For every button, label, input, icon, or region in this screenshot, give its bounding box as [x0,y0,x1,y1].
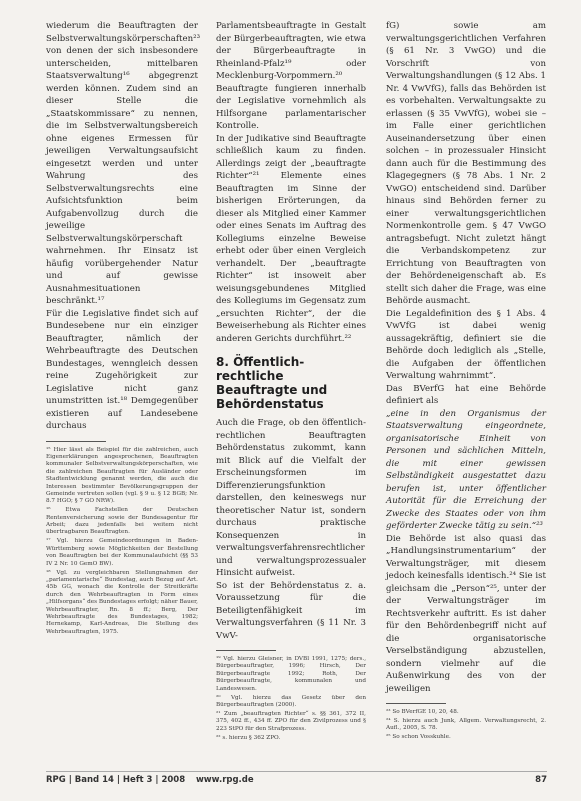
body-paragraph: Für die Legislative findet sich auf Bundesebene nur ein einziger Beauftragter, nämlich der Wehrbeauftragte des Deutschen Bundestages, wenngleich dessen reine Zugehörigkeit zur Legislative nicht ganz unumstritten ist.¹⁸ Demgegenüber existieren auf Landesebene durchaus [46,308,198,431]
page-number: 87 [535,775,547,785]
body-paragraph: Die Behörde ist also quasi das „Handlungsinstrumentarium“ der Verwaltungsträger, mit diesem jedoch keinesfalls identisch.²⁴ Sie ist gleichsam die „Person“²⁵, unter der der Verwaltungsträger im Rechtsverkehr auftritt. Es ist daher für den Behördenbegriff nicht auf die organisatorische Verselbständigung abzustellen, sondern vielmehr auf die Außenwirkung des von der jeweiligen [386,533,546,694]
body-paragraph: Die Legaldefinition des § 1 Abs. 4 VwVfG ist dabei wenig aussagekräftig, definiert sie die Behörde doch lediglich als „Stelle, die Aufgaben der öffentlichen Verwaltung wahrnimmt“. [386,308,546,381]
block-quote: „eine in den Organismus der Staatsverwaltung eingeordnete, organisatorische Einheit von Personen und sächlichen Mitteln, die mit einer gewissen Selbständigkeit ausgestattet dazu berufen ist, unter öffentlicher Autorität für die Erreichung der Zwecke des Staates oder von ihm geförderter Zwecke tätig zu sein.“²³ [386,408,546,531]
footnote: ²² s. hierzu § 362 ZPO. [216,734,281,741]
body-paragraph: fG) sowie am verwaltungsgerichtlichen Verfahren (§ 61 Nr. 3 VwGO) und die Vorschrift von Verwaltungshandlungen (§ 12 Abs. 1 Nr. 4 VwVfG), falls das Behörden ist es vorbehalten. Verwaltungsakte zu erlassen (§ 35 VwVfG), wobei sie – im Falle einer gerichtlichen Auseinandersetzung über einen solchen – in prozessualer Hinsicht dann auch für die Bestimmung des Klagegegners (§ 78 Abs. 1 Nr. 2 VwGO) entscheidend sind. Darüber hinaus sind Behörden ferner zu einer verwaltungsgerichtlichen Normenkontrolle gem. § 47 VwGO antragsbefugt. Nicht zuletzt hängt die Verbandskompetenz zur Errichtung von Beauftragten von der Behördeneigenschaft ab. Es stellt sich daher die Frage, was eine Behörde ausmacht. [386,21,546,306]
body-paragraph: Parlamentsbeauftragte in Gestalt der Bürgerbeauftragten, wie etwa der Bürgerbeauftragte in Rheinland-Pfalz¹⁹ oder Mecklenburg-Vorpommern.²⁰ Beauftragte fungieren innerhalb der Legislative vornehmlich als Hilfsorgane parlamentarischer Kontrolle. [216,21,366,131]
footnote: ¹⁷ Vgl. hierzu Gemeindeordnungen in Baden-Württemberg sowie Möglichkeiten der Bestellung von Beauftragten bei der Kommunalaufsicht (§§ 53 IV 2 Nr. 10 GemO BW). [46,538,198,567]
footnote: ¹⁵ Hier lässt als Beispiel für die zahlreichen, auch Eigenerklärungen angesprochenen, Beauftragten kommunaler Selbstverwaltungskörperschaften, wie die zahlreichen Beauftragten für Ausländer oder Stadtentwicklung genannt werden, die auch die Interessen bestimmter Bevölkerungsgruppen der Gemeinde vertreten sollen (vgl. § 9 u. § 12 BGB; Nr. 8.7 HGO; § 7 GO NRW). [46,446,198,505]
footnote: ¹⁶ Etwa Fachstellen der Deutschen Rentenversicherung sowie der Bundesagentur für Arbeit; dazu jedenfalls bei weitem nicht übertragbaren Beauftragten. [46,507,198,536]
footer-issue-text: RPG | Band 14 | Heft 3 | 2008 [46,775,186,785]
footnote: ²⁰ Vgl. hierzu das Gesetz über den Bürgerbeauftragten (2000). [216,694,366,708]
footer-issue [46,775,254,785]
footnote: ²¹ Zum „beauftragten Richter“ s. §§ 361, 372 II, 375, 402 ff., 434 ff. ZPO für den Zivilprozess und § 223 StPO für den Strafprozess. [216,710,366,732]
body-paragraph: So ist der Behördenstatus z. a. Voraussetzung für die Beteiligtenfähigkeit im Verwaltungsverfahren (§ 11 Nr. 3 VwV- [216,580,366,641]
footnote-rule [216,650,276,651]
footnote-rule [46,441,106,442]
page-footer [46,771,547,785]
body-paragraph: Auch die Frage, ob den öffentlich-rechtlichen Beauftragten Behördenstatus zukommt, kann mit Blick auf die Vielfalt der Erscheinungsformen im Differenzierungsfunktion darstellen, den keineswegs nur theoretischer Natur ist, sondern durchaus praktische Konsequenzen in verwaltungsverfahrensrechtlicher und verwaltungsprozessualer Hinsicht aufweist. [216,418,366,578]
footer-url[interactable]: www.rpg.de [195,775,254,785]
left-column [46,20,201,638]
section-heading: 8. Öffentlich-rechtliche Beauftragte und Behördenstatus [216,355,328,411]
body-paragraph: wiederum die Beauftragten der Selbstverwaltungskörperschaften²³ von denen der sich insbesondere unterscheiden, mittelbaren Staatsverwaltung¹⁶ abgegrenzt werden können. Zudem sind an dieser Stelle die „Staatskommissare“ zu nennen, die im Selbstverwaltungsbereich ohne eigenes Ermessen für jeweiligen Verwaltungsaufsicht eingesetzt werden und unter Wahrung des Selbstverwaltungsrechts eine Aufsichtsfunktion beim Aufgabenvollzug durch die jeweilige Selbstverwaltungskörperschaft wahrnehmen. Ihr Einsatz ist häufig vorübergehender Natur und auf gewisse Ausnahmesituationen beschränkt.¹⁷ [46,21,201,306]
footnote: ²³ So BVerfGE 10, 20, 48. [386,709,459,715]
middle-column [216,20,366,743]
footnote: ²⁵ So schon Vosskuhle. [386,734,451,741]
body-paragraph: Das BVerfG hat eine Behörde definiert als [386,383,546,406]
body-paragraph: In der Judikative sind Beauftragte schließlich kaum zu finden. Allerdings zeigt der „beauftragte Richter“²¹ Elemente eines Beauftragten im Sinne der bisherigen Erörterungen, da dieser als Mitglied einer Kammer oder eines Senats im Auftrag des Kollegiums einzelne Beweise erhebt oder über einen Vergleich verhandelt. Der „beauftragte Richter“ ist insoweit aber weisungsgebundenes Mitglied des Kollegiums im Gegensatz zum „ersuchten Richter“, der die Beweiserhebung als Richter eines anderen Gerichts durchführt.²² [216,133,366,344]
footnote: ¹⁹ Vgl. hierzu Gleisner, in DVBl 1991, 1275; ders., Bürgerbeauftragter, 1996; Hirsch, Der Bürgerbeauftragte 1992; Roth, Der Bürgerbeauftragte, kommunalen und Landeswesen. [216,656,366,692]
footnote-rule [386,703,446,704]
footnote: ¹⁸ Vgl. zu vergleichbaren Stellungnahmen der „parlamentarische“ Bundestag, auch Bezug auf Art. 45b GG, wonach die Kontrolle der Streitkräfte durch den Wehrbeauftragten in Form eines „Hilfsorgans“ des Bundestages erfolgt; näher Bauer, Wehrbeauftragter, Rn. 8 ff.; Berg, Der Wehrbeauftragte des Bundestages, 1982; Hernekamp, Karl-Andreas, Die Stellung des Wehrbeauftragten, 1975. [46,569,198,635]
footnote: ²⁴ S. hierzu auch Junk, Allgem. Verwaltungsrecht, 2. Aufl., 2005, S. 78. [386,717,546,732]
right-column [386,20,546,743]
